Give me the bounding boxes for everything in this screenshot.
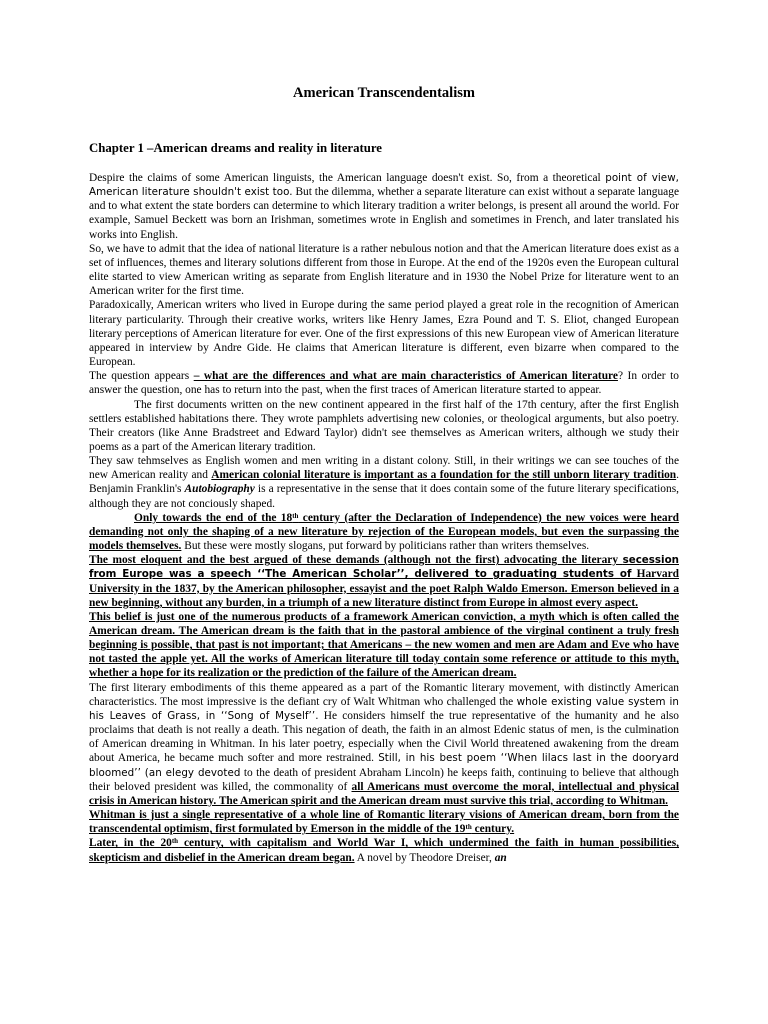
paragraph-11 [89, 808, 679, 836]
text-run: Later, in the 20 [89, 837, 172, 850]
text-run: A novel by Theodore Dreiser, [354, 851, 495, 864]
emphasized-text: – what are the differences and what are main characteristics of American literature [193, 370, 618, 383]
document-title: American Transcendentalism [293, 85, 475, 101]
superscript: th [465, 823, 472, 832]
emphasized-text: all Americans must overcome the moral, intellectual and physical crisis in American history. The American spirit and the American dream must survive this trial, according to Whitman. [89, 780, 679, 807]
text-run: . Benjamin Franklin's [89, 469, 680, 496]
text-run: century (after the Declaration of Independence) the new voices were heard demanding not only the shaping of a new literature by rejection of the European models, but even the surpassing the models themselves. [89, 511, 679, 553]
text-run: Only towards the end of the 18 [134, 511, 293, 524]
superscript: th [171, 837, 179, 846]
superscript: th [292, 511, 299, 520]
handwritten-style-text: Still, in his best poem ‘‘When lilacs last in the dooryard bloomed’’ (an elegy devoted [89, 752, 679, 779]
text-run: They saw tehmselves as English women and men writing in a distant colony. Still, in their writings we can see touches of the new American reality and [89, 455, 679, 482]
emphasized-text: American colonial literature is important as a foundation for the still unborn literary tradition [211, 469, 677, 482]
paragraph-2: So, we have to admit that the idea of national literature is a rather nebulous notion and that the American literature does exist as a set of influences, themes and literary solutions different from those in Europe. At the end of the 1920s even the European cultural elite started to view American writing as separate from English literature and in 1930 the Nobel Prize for literature went to an American writer for the first time. [89, 242, 679, 298]
text-run: But these were mostly slogans, put forward by politicians rather than writers themselves. [181, 540, 590, 553]
text-run: to the death of president Abraham Lincoln) he keeps faith, continuing to believe that although their beloved president was killed, the commonality of [89, 766, 679, 793]
paragraph-4 [89, 369, 679, 397]
text-run: is a representative in the sense that it does contain some of the future literary specifications, although they are not conciously shaped. [89, 483, 679, 510]
paragraph-8 [89, 553, 679, 610]
paragraph-6 [89, 454, 679, 511]
text-run: He considers himself the true representative of the humanity and he also proclaims that death is not really a death. This negation of death, the faith in an almost Edenic status of men, is the culmination of American dreaming in Whitman. In his later poetry, especially when the Civil World threatened awakening from the dream about America, he became much softer and more restrained. [89, 709, 679, 765]
paragraph-3: Paradoxically, American writers who lived in Europe during the same period played a great role in the recognition of American literary particularity. Through their creative works, writers like Henry James, Ezra Pound and T. S. Eliot, changed European literary perceptions of American literature for ever. One of the first expressions of this new European view of American literature appeared in interview by Andre Gide. He claims that American literature is different, even bizarre when compared to the European. [89, 299, 679, 369]
document-body [89, 171, 679, 865]
paragraph-5: The first documents written on the new continent appeared in the first half of the 17th century, after the first English settlers established habitations there. They wrote pamphlets advertising new colonies, or theological arguments, but also poetry. Their creators (like Anne Bradstreet and Edward Taylor) didn't see themselves as American writers, although we study their poems as a part of the American literary tradition. [89, 398, 679, 453]
text-run: The question appears [89, 370, 194, 383]
handwritten-style-text: secession from Europe was a speech ‘‘The American Scholar’’, delivered to graduating students of [89, 554, 679, 581]
text-run: Despire the claims of some American linguists, the American language doesn't exist. So, from a theoretical [89, 172, 606, 184]
book-title: an [494, 851, 507, 864]
paragraph-1 [89, 171, 679, 242]
handwritten-style-text: whole existing value system in his Leaves of Grass, in ‘‘Song of Myself’’. [89, 695, 679, 722]
text-run: But the dilemma, whether a separate literature can exist without a separate language and to what extent the state borders can determine to which literary tradition a writer belongs, is present all around the world. For example, Samuel Beckett was born an Irishman, sometimes wrote in English and sometimes in French, and later translated his works into English. [89, 186, 679, 241]
paragraph-9: This belief is just one of the numerous products of a framework American conviction, a myth which is often called the American dream. The American dream is the faith that in the pastoral ambience of the virginal continent a truly fresh beginning is possible, that past is not important; that Americans – the new women and men are Adam and Eve who have not tasted the apple yet. All the works of American literature till today contain some reference or attitude to this myth, whether a hope for its realization or the prediction of the failure of the American dream. [89, 610, 679, 680]
emphasized-text: Harvard University in the 1837, by the American philosopher, essayist and the poet Ralph Waldo Emerson. Emerson believed in a new beginning, without any burden, in a triumph of a new literature distinct from Europe in almost every aspect. [89, 568, 679, 609]
book-title: Autobiography [184, 483, 255, 496]
paragraph-12 [89, 836, 679, 864]
paragraph-10 [89, 681, 679, 808]
emphasized-text: The most eloquent and the best argued of these demands (although not the first) advocating the literary [89, 554, 623, 567]
text-run: ? In order to answer the question, one has to return into the past, when the first traces of American literature started to appear. [89, 370, 679, 397]
text-run: century, with capitalism and World War I, which undermined the faith in human possibilities, skepticism and disbelief in the American dream began. [89, 837, 680, 864]
text-run: The first literary embodiments of this theme appeared as a part of the Romantic literary movement, with distinctly American characteristics. The most impressive is the defiant cry of Walt Whitman who challenged the [89, 681, 679, 708]
chapter-heading: Chapter 1 –American dreams and reality in literature [89, 141, 382, 155]
text-run: Whitman is just a single representative of a whole line of Romantic literary visions of American dream, born from the transcendental optimism, first formulated by Emerson in the middle of the 19 [89, 809, 679, 836]
text-run: century. [471, 823, 515, 836]
handwritten-style-text: point of view, American literature shouldn't exist too. [89, 172, 679, 199]
paragraph-7 [89, 511, 679, 553]
